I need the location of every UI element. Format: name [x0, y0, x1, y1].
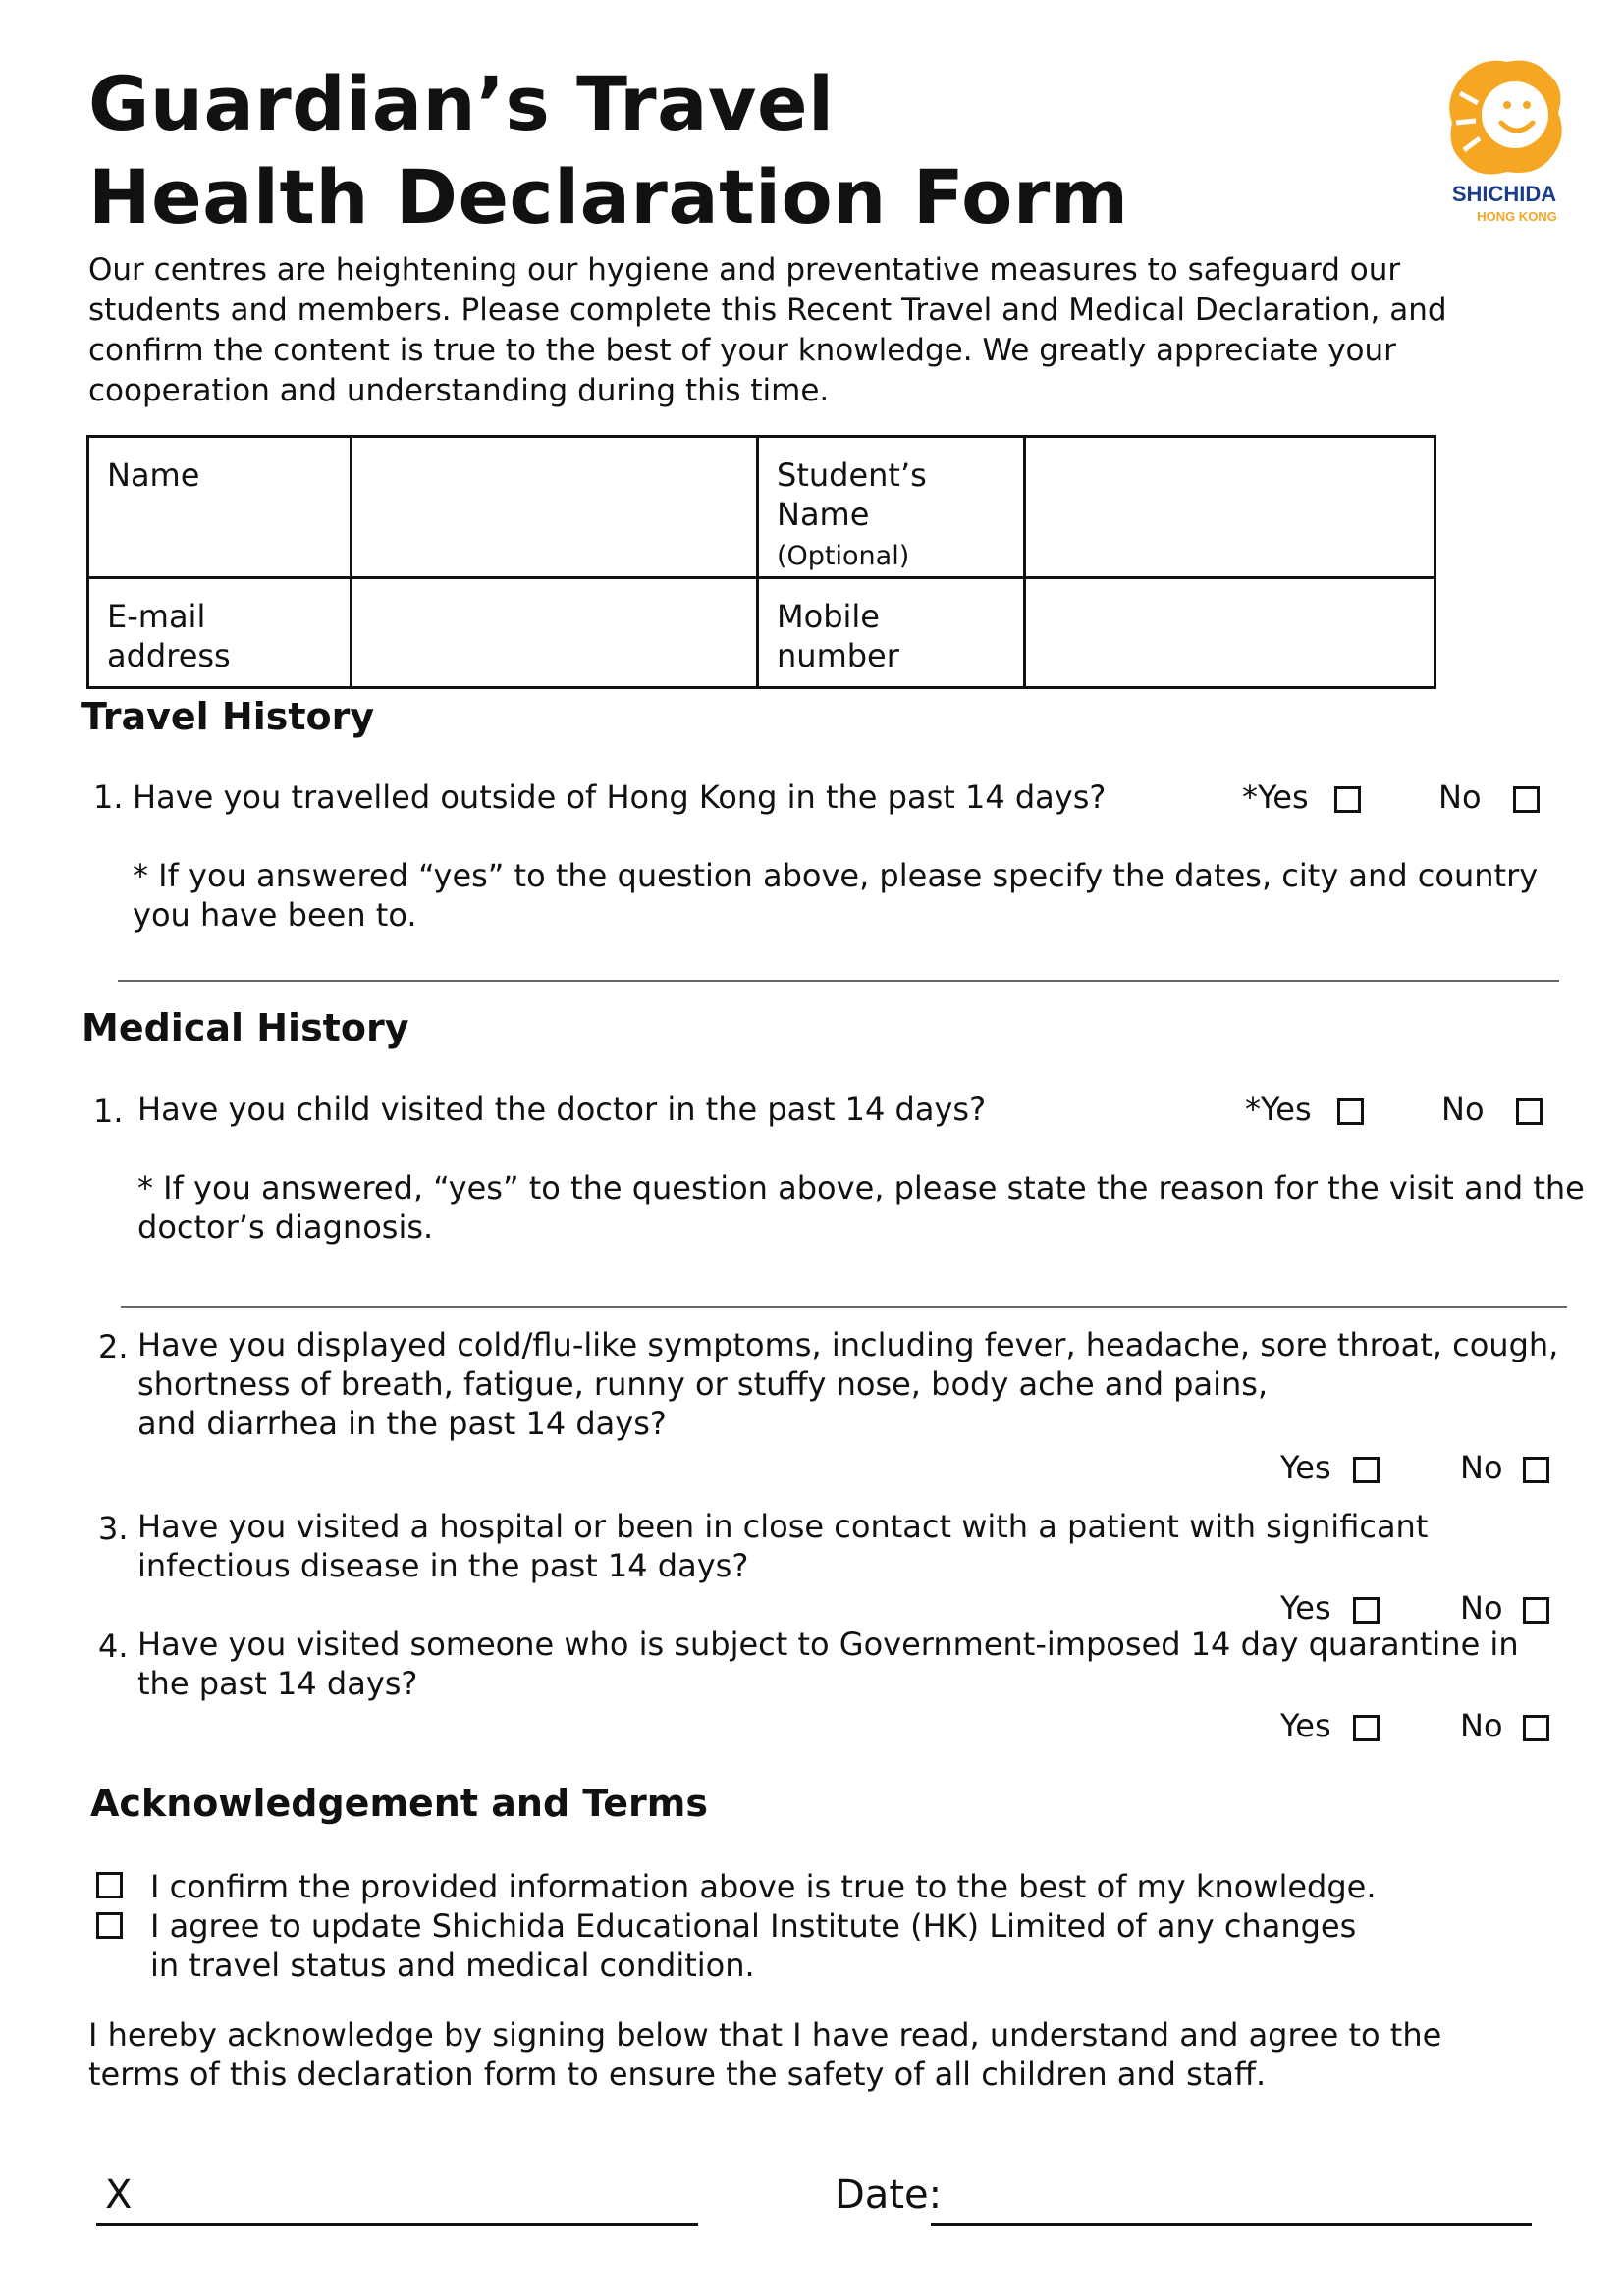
- signature-mark: X: [105, 2172, 133, 2217]
- mobile-label-cell: [758, 578, 1025, 688]
- medical-q4-yes-checkbox[interactable]: [1353, 1715, 1380, 1741]
- email-label: E-mail address: [107, 598, 231, 674]
- signature-line[interactable]: [96, 2223, 698, 2226]
- medical-q1-no-option: [1441, 1090, 1543, 1129]
- medical-q1-text: Have you child visited the doctor in the past 14 days?: [137, 1091, 987, 1128]
- travel-q1-number: 1.: [93, 778, 124, 816]
- medical-q2-number: 2.: [98, 1328, 129, 1365]
- logo-region-text: HONG KONG: [1477, 209, 1557, 224]
- ack-update-line-1: I agree to update Shichida Educational Institute (HK) Limited of any changes: [150, 1907, 1357, 1945]
- ack-statement: I hereby acknowledge by signing below that I have read, understand and agree to the terms of this declaration form to ensure the safety of all children and staff.: [88, 2016, 1442, 2093]
- form-title: [88, 57, 1129, 243]
- medical-q2-yes-checkbox[interactable]: [1353, 1457, 1380, 1483]
- medical-q3-yes-option: [1280, 1588, 1380, 1628]
- travel-q1-no-checkbox[interactable]: [1513, 786, 1540, 813]
- medical-q4-yes-option: [1280, 1706, 1380, 1745]
- logo-brand-text: SHICHIDA: [1451, 182, 1557, 206]
- medical-note: * If you answered, “yes” to the question above, please state the reason for the visit and the doctor’s diagnosis.: [137, 1169, 1585, 1246]
- medical-q1-number: 1.: [93, 1093, 124, 1130]
- mobile-label: Mobile number: [777, 598, 899, 674]
- medical-q2-no-checkbox[interactable]: [1523, 1457, 1549, 1483]
- travel-q1-text: Have you travelled outside of Hong Kong in the past 14 days?: [133, 778, 1107, 816]
- mobile-input-cell[interactable]: [1025, 578, 1435, 688]
- medical-q1-yes-checkbox[interactable]: [1337, 1098, 1364, 1125]
- medical-q3-line-2: infectious disease in the past 14 days?: [137, 1547, 749, 1584]
- medical-q4-line-1: Have you visited someone who is subject to Government-imposed 14 day quarantine in: [137, 1626, 1519, 1663]
- medical-q4-line-2: the past 14 days?: [137, 1665, 418, 1702]
- date-label: Date:: [835, 2172, 943, 2217]
- medical-q2-no-option: [1460, 1448, 1549, 1487]
- optional-label: (Optional): [777, 541, 910, 571]
- medical-q4-no-option: [1460, 1706, 1549, 1745]
- yes-label: Yes: [1280, 1707, 1331, 1744]
- medical-q1-yes-option: [1245, 1090, 1364, 1129]
- travel-note: * If you answered “yes” to the question above, please specify the dates, city and country you have been to.: [133, 857, 1539, 934]
- student-name-label: Student’s Name: [777, 456, 927, 533]
- ack-confirm-text: I confirm the provided information above is true to the best of my knowledge.: [150, 1868, 1377, 1905]
- student-name-label-cell: [758, 437, 1025, 578]
- medical-q4-text: [137, 1625, 1519, 1703]
- travel-q1-yes-option: [1242, 777, 1361, 817]
- sun-logo-icon: [1438, 54, 1571, 231]
- medical-q2-yes-option: [1280, 1448, 1380, 1487]
- ack-update-text: [150, 1906, 1356, 1985]
- medical-q3-yes-checkbox[interactable]: [1353, 1597, 1380, 1624]
- medical-q2-text: [137, 1325, 1558, 1443]
- yes-label: Yes: [1280, 1449, 1331, 1486]
- yes-label: *Yes: [1245, 1091, 1312, 1128]
- medical-q2-line-2: shortness of breath, fatigue, runny or stuffy nose, body ache and pains,: [137, 1365, 1269, 1403]
- contact-info-table: [86, 435, 1436, 689]
- medical-q4-number: 4.: [98, 1628, 129, 1665]
- student-name-input-cell[interactable]: [1025, 437, 1435, 578]
- medical-q1-no-checkbox[interactable]: [1516, 1098, 1543, 1125]
- medical-q2-line-1: Have you displayed cold/flu-like symptoms, including fever, headache, sore throat, cough,: [137, 1326, 1559, 1363]
- medical-q2-line-3: and diarrhea in the past 14 days?: [137, 1405, 667, 1442]
- name-input-cell[interactable]: [352, 437, 758, 578]
- yes-label: *Yes: [1242, 778, 1309, 816]
- name-label: Name: [107, 456, 200, 494]
- medical-q3-no-option: [1460, 1588, 1549, 1628]
- date-line[interactable]: [931, 2223, 1532, 2226]
- medical-q3-line-1: Have you visited a hospital or been in close contact with a patient with significant: [137, 1508, 1429, 1545]
- acknowledgement-heading: Acknowledgement and Terms: [90, 1782, 708, 1825]
- medical-q3-no-checkbox[interactable]: [1523, 1597, 1549, 1624]
- travel-answer-line[interactable]: [118, 980, 1559, 982]
- no-label: No: [1460, 1589, 1503, 1627]
- no-label: No: [1460, 1707, 1503, 1744]
- no-label: No: [1460, 1449, 1503, 1486]
- shichida-logo: [1438, 54, 1571, 231]
- intro-paragraph: Our centres are heightening our hygiene and preventative measures to safeguard our students and members. Please complete this Recent Travel and Medical Declaration, and confirm the content is true to the best of your knowledge. We greatly appreciate your cooperation and understanding during this time.: [88, 252, 1447, 408]
- title-line-1: Guardian’s Travel: [88, 60, 835, 147]
- yes-label: Yes: [1280, 1589, 1331, 1627]
- ack-update-checkbox[interactable]: [96, 1912, 123, 1939]
- medical-q3-number: 3.: [98, 1510, 129, 1547]
- title-line-2: Health Declaration Form: [88, 153, 1129, 240]
- medical-q4-no-checkbox[interactable]: [1523, 1715, 1549, 1741]
- name-label-cell: [88, 437, 352, 578]
- medical-history-heading: Medical History: [81, 1006, 409, 1049]
- medical-q3-text: [137, 1507, 1428, 1585]
- ack-update-line-2: in travel status and medical condition.: [150, 1947, 755, 1984]
- travel-q1-no-option: [1438, 777, 1540, 817]
- travel-history-heading: Travel History: [81, 695, 375, 738]
- no-label: No: [1438, 778, 1482, 816]
- no-label: No: [1441, 1091, 1485, 1128]
- email-input-cell[interactable]: [352, 578, 758, 688]
- email-label-cell: [88, 578, 352, 688]
- medical-answer-line[interactable]: [121, 1306, 1567, 1308]
- travel-q1-yes-checkbox[interactable]: [1334, 786, 1361, 813]
- ack-confirm-checkbox[interactable]: [96, 1872, 123, 1898]
